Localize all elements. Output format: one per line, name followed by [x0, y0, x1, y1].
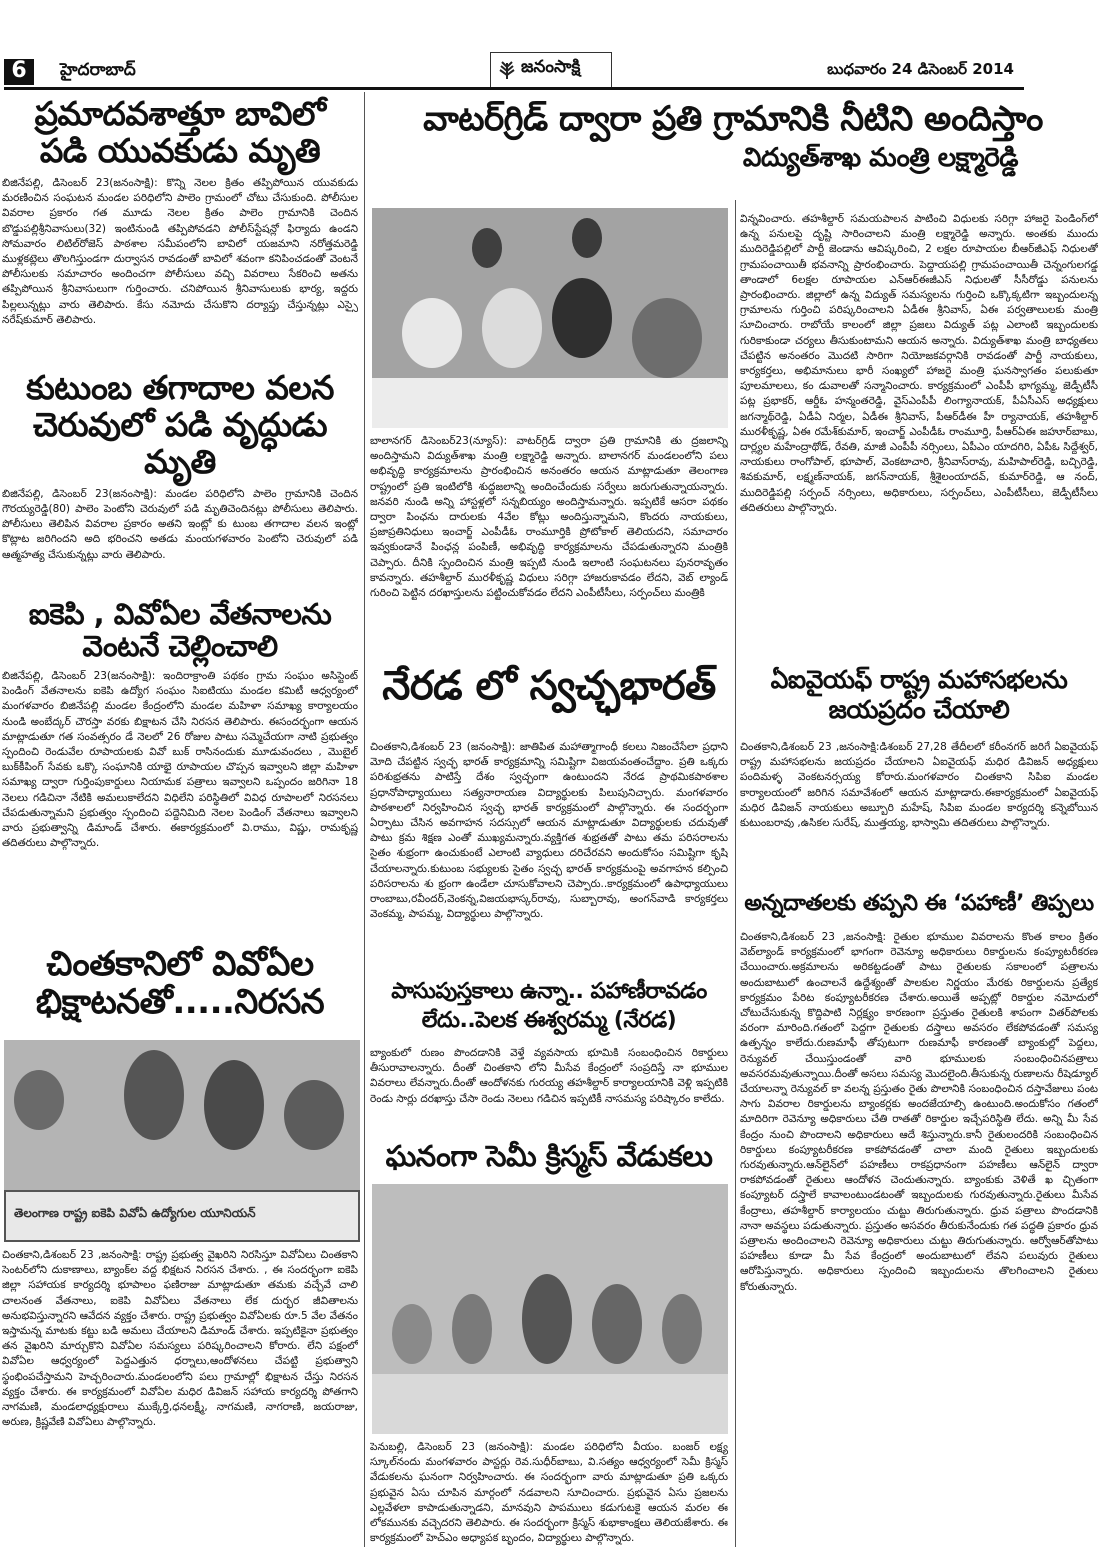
issue-date: బుధవారం 24 డిసెంబర్ 2014: [827, 60, 1014, 78]
headline: చెరువులో పడి వృద్ధుడు మృతి: [32, 404, 328, 481]
article-body: బిజినేపల్లి, డిసెంబర్ 23(జనంసాక్షి): ఇందిరాక్రాంతి పథకం గ్రామ సంఘం అసిస్టెంట్ పెండింగ్ వేతనాలను ఐకెపి ఉద్యోగ సంఘం సిఐటియు మండల కమిటీ ఆధ్వర్యంలో మంగళవారం బిజినేపల్లి మండల కేంద్రంలోని మండల మహిళా సమాఖ్య కార్యాలయం నుండి అంబేద్కర్ చౌరస్తా వరకు బిక్షాటన చేసి నిరసన తెలిపారు. ఈసందర్భంగా ఆయన మాట్లాడుతూ గత సంవత్సరం డే నెలలో 26 రోజుల పాటు సమ్మెచేయగా నాటి ప్రభుత్వం స్పందించి రెండువేల రూపాయలకు వివో బుక్ రాసినందుకు మూడువందలు , మొబైల్ బుక్‌కీపింగ్ సేవకు ఒక్కొ సంఘానికి యాభై రూపాయల చొప్పన ఇవ్వాలని జిల్లా మహిళా సమాఖ్య ద్వారా గుర్తింపుకార్డులు నియామక పత్రాలు ఇవ్వాలని ఒప్పందం జరిగినా 18 నెలలు గడిచినా నేటికి అమలుకాలేదని విధిలేని పరిస్థితిలో వివిధ రూపాలలో నిరసనలు చేపడుతున్నామని ప్రభుత్వం స్పందించి పద్దెనిమిది నెలల పెండింగ్ వేతనాలు ఇవ్వాలని వారు ప్రభుత్వాన్ని డిమాండ్ చేశారు. ఈకార్యక్రమంలో వి.రాము, విష్ణు, రామకృష్ణ తదితరులు పాల్గొన్నారు.: [2, 669, 358, 850]
article-body: బిజినేపల్లి, డిసెంబర్ 23(జనంసాక్షి): మండల పరిధిలోని పాలెం గ్రామానికి చెందిన గౌరయ్యరెడ్డి(80) పాలెం పెంటోని చెరువులో పడి మృతిచెందినట్లు పోలీసులు తెలిపారు. పోలీసులు తెలిపిన వివరాల ప్రకారం అతని ఇంట్లో కు టుంబ తగాదాల వలన ఇంట్లో కొట్లాట జరిగిందని అది భరించని అతడు మంయగళవారం పెంటోని చెరువులో పడి ఆత్మహత్య చేసుకున్నట్లు వారు తెలిపారు.: [2, 487, 358, 561]
page-number: 6: [11, 58, 27, 83]
article-aiyf: [740, 666, 1098, 724]
article-passbooks: [368, 980, 730, 1033]
headline: ఘనంగా సెమీ క్రిస్మస్ వేడుకలు: [385, 1139, 713, 1173]
city-label: హైదరాబాద్: [60, 60, 136, 80]
headline: భిక్షాటనతో.....నిరసన: [35, 982, 325, 1023]
article-christmas: [368, 1140, 730, 1172]
logo: [490, 52, 612, 88]
article-body: విన్నవించారు. తహశీల్దార్ సమయపాలన పాటించి విధులకు సరిగ్గా హాజరై పెండింగ్‌లో ఉన్న పనులపై దృష్టి సారించాలని మంత్రి లక్ష్మారెడ్డి అన్నారు. అంతకు ముందు ముదిరెడ్డిపల్లిలో పార్టీ జెండాను ఆవిష్కరించి, 2 లక్షల రూపాయల బీఆర్‌జీఎఫ్ నిధులతో గ్రామపంచాయితీ భవనాన్ని ప్రారంభించారు. పెద్దాయపల్లి గ్రామపంచాయితీ చెన్నంగులగడ్డ తాండాలో 6లక్షల రూపాయల ఎన్‌ఆర్‌ఈజీఎస్ నిధులతో సీసీరోడ్డు పనులను ప్రారంభించారు. జిల్లాలో ఉన్న విద్యుత్ సమస్యలను గుర్తించి ఒక్కొక్కటిగా ఇబ్బందులన్న గ్రామాలను గుర్తించి పరిష్కరించాలని ఏడీఈ శ్రీనివాస్, ఏఈ పర్వతాలులకు మంత్రి సూచించారు. రాబోయే కాలంలో జిల్లా ప్రజలు విద్యుత్ పట్ల ఎలాంటి ఇబ్బందులకు గురికాకుండా చర్యలు తీసుకుంటామని ఆయన అన్నారు. విద్యుత్‌శాఖ మంత్రి బాధ్యతలు చేపట్టిన అనంతరం మొదటి సారిగా నియోజకవర్గానికి రావడంతో పార్టీ నాయకులు, కార్యకర్తలు, అభిమానులు భారీ సంఖ్యలో హాజరై మంత్రి ఘనస్వాగతం పలుకుతూ పూలమాలలు, కం డువాలతో సన్మానించారు. కార్యక్రమంలో ఎంపీపీ భాగ్యమ్మ, జెడ్పీటీసీ పట్ల ప్రభాకర్, ఆర్డీఓ హన్మంతరెడ్డి, వైస్‌ఎంపీపీ లింగ్యానాయక్, పీఏసీఎస్ అధ్యక్షులు జగన్మాథ్‌రెడ్డి, ఏడీఏ నిర్మల, ఏడీఈ శ్రీనివాస్, పీఆర్‌డీఈ హీ ర్యానాయక్, తహశీల్దార్ మురళీకృష్ణ, ఏఈ రమేశ్‌కుమార్, ఇంచార్జ్ ఎంపీడీఓ రాంమూర్తి, పీఆర్‌ఏఈ జహూర్‌బాబు, దార్ల్యల మహేంద్రాథోడ్, రేవతి, మాజీ ఎంపీపీ నర్సింలు, ఏపీఎం యాదగిరి, ఏపీఓ సిద్దేశ్వర్, నాయకులు రాంగోపాల్, భూపాల్, వెంకటాచారి, శ్రీనివాస్‌రావు, మహిపాల్‌రెడ్డి, బచ్చిరెడ్డి, శివకుమార్, లక్ష్మణ్‌నాయక్, జగన్‌నాయక్, శ్రీశైలంయాదవ్, కుమార్‌రెడ్డి, ఆ నంద్, ముదిరెడ్డిపల్లి సర్పంచ్ నర్సింలు, అధికారులు, సర్పంచ్‌లు, ఎంపీటీసీలు, జెడ్పీటీసీలు తదితరులు పాల్గొన్నారు.: [740, 213, 1098, 514]
headline: ఏఐవైయఫ్ రాష్ట్ర మహాసభలను: [770, 665, 1068, 694]
article-family-dispute: [2, 370, 358, 625]
article-chintakani-protest: [2, 945, 358, 1021]
headline: వెంటనే చెల్లించాలి: [82, 629, 278, 664]
headline: వాటర్‌గ్రిడ్ ద్వారా ప్రతి గ్రామానికి నీటిని అందిస్తాం: [423, 99, 1043, 139]
headline: చింతకానిలో వివోఏల: [46, 944, 314, 984]
article-body: బిజినేపల్లి, డిసెంబర్ 23(జనంసాక్షి): కొన్ని నెలల క్రితం తప్పిపోయిన యువకుడు మరణించిన సంఘటన మండల పరిధిలోని పాలెం గ్రామంలో చోటు చేసుకుంది. పోలీసుల వివరాల ప్రకారం గత మూడు నెలల క్రితం పాలెం గ్రామానికి చెందిన బొడ్డుపల్లిశ్రీనివాసులు(32) ఇంటినుండి తప్పిపోవడని పోలీస్‌స్టేషన్లో ఫిర్యాదు ఉండని సోమవారం లిటిల్‌రోజెస్ పాఠశాల సమీపంలోని బావిలో యజమాని నరోత్తమరెడ్డి ముళ్లకట్లెలు తొలగిస్తుండగా దుర్వాసన రావడంతో బావిలో శవంగా కనిపించడంతో వెంటనే పోలీసులకు సమాచారం అందించగా పోలీసులు వచ్చి వివరాలు సేకరించి అతను తప్పిపోయిన శ్రీనివాసులుగా గుర్తించారు. చనిపోయిన శ్రీనివాసులుకు భార్య, ఇద్దరు పిల్లలున్నట్లు వారు తెలిపారు. కేసు నమోదు చేసుకొని దర్యాప్తు చేస్తున్నట్లు ఎస్సై నరేష్‌కుమార్ తెలిపారు.: [2, 176, 358, 326]
christmas-photo: [372, 1184, 728, 1434]
headline: జయప్రదం చేయాలి: [828, 695, 1010, 724]
article-pahani: [740, 892, 1098, 917]
article-body: చింతకాని,డిశంబర్ 23 (జనంసాక్షి): జాతిపిత మహాత్మాగాంధీ కలలు నిజంచేసేలా ప్రధాని మోది చేపట్టిన స్వచ్ఛ భారత్ కార్యక్రమాన్ని సమిష్టిగా విజయవంతంచేద్దాం. ప్రతి ఒక్కరు పరిశుభ్రతను పాటిస్తే దేశం స్వచ్ఛంగా ఉంటుందని నేరడ ప్రాథమికపాఠశాల ప్రధానోపాధ్యాయులు సత్యనారాయణ విద్యార్థులకు పిలుపునిచ్చారు. మంగళవారం పాఠశాలలో నిర్వహించిన స్వచ్ఛ భారత్ కార్యక్రమంలో పాల్గొన్నారు. ఈ సందర్భంగా ఏర్పాటు చేసిన అవగాహన సదస్సులో ఆయన మాట్లాడుతూ విద్యార్థులకు చదువుతో పాటు క్రమ శిక్షణ ఎంతో ముఖ్యమన్నారు.వ్యక్తిగత శుభ్రతతో పాటు తమ పరిసరాలను సైతం శుభ్రంగా ఉంచుకుంటే ఎలాంటి వ్యాధులు దరిచేరవని అందుకోసం సమిష్టిగా కృషి చేయాలన్నారు.కుటుంబ సభ్యులకు సైతం స్వచ్ఛ భారత్ కార్యక్రమంపై అవగాహన కల్పించి పరిసరాలను శు భ్రంగా ఉండేలా చూసుకోవాలని చెప్పారు..కార్యక్రమంలో ఉపాధ్యాయులు రాంబాబు,రవీందర్,వెంకన్న,విజయభాస్కర్‌రావు, సుబ్బారావు, అంగన్‌వాడి కార్యకర్తలు వెంకమ్మ, పాపమ్మ, విద్యార్థులు పాల్గొన్నారు.: [370, 741, 728, 921]
subheadline: విద్యుత్‌శాఖ మంత్రి లక్ష్మారెడ్డి: [742, 143, 1018, 174]
article-well-death: [2, 96, 358, 358]
headline: నేరడ లో స్వచ్ఛభారత్: [382, 663, 716, 709]
article-body: చింతకాని,డిశంబర్ 23 ,జనంసాక్షి: రాష్ట్ర ప్రభుత్వ వైఖరిని నిరసిస్తూ వివోఏలు చింతకాని సెంటర్‌లోని దుకాణాలు, బ్యాంక్‌ల వద్ద భిక్షటన నిరసన చేశారు. , ఈ సందర్భంగా ఐకెపి జిల్లా సహాయక కార్యదర్శి భూపాలం ఫణిరాజు మాట్లాడుతూ తమకు వచ్చేవే చాలి చాలనంత వేతనాలు, ఐకెపి వివోఏలు వేతనాలు లేక దుర్భర జీవితాలను అనుభవిస్తున్నారని ఆవేదన వ్యక్తం చేశారు. రాష్ట్ర ప్రభుత్వం వివోఏలకు రూ.5 వేల వేతనం ఇస్తామన్న మాటకు కట్టు బడి అమలు చేయాలని డిమాండ్ చేశారు. ఇప్పటికైనా ప్రభుత్వం తన వైఖరిని మార్చుకొని వివోఏల సమస్యలు పరిష్కరించాలని కోరారు. లేని పక్షంలో వివోఏల ఆధ్వర్యంలో పెద్దఎత్తున ధర్నాలు,ఆందోళనలు చేపట్టి ప్రభుత్వాని స్థంభింపచేస్తామని హెచ్చరించారు.మండలంలోని పలు గ్రామాల్లో భిక్షాటన చేస్తు నిరసన వ్యక్తం చేశారు. ఈ కార్యక్రమంలో వివోఏల మధిర డివిజన్ సహాయ కార్యదర్శి పోతగాని నాగమణి, మండలాధ్యక్షురాలు ముక్కేర్తి,ధనలక్ష్మీ, నాగమణి, నాగరాణి, జయరాజు, అరుణ, క్రిష్ణవేణి వివోఏలు పాల్గొన్నారు.: [2, 1249, 358, 1429]
headline: పాసుపుస్తకాలు ఉన్నా.. పహాణీరావడం: [391, 979, 707, 1004]
headline: అన్నదాతలకు తప్పని ఈ ‘పహాణీ’ తిప్పలు: [744, 891, 1094, 916]
wheat-sheaf-icon: [495, 57, 519, 81]
headline: పడి యువకుడు మృతి: [39, 130, 321, 170]
article-water-grid: [368, 100, 1098, 173]
headline: ఐకెపి , వివోఏల వేతనాలను: [28, 597, 332, 631]
article-body: బాలానగర్ డిసెంబర్23(న్యూస్): వాటర్‌గ్రిడ్ ద్వారా ప్రతి గ్రామానికి తు ద్రజలాన్ని అందిస్తామని విద్యుత్‌శాఖ మంత్రి లక్ష్మారెడ్డి అన్నారు. బాలానగర్ మండలంలోని పలు అభివృద్ధి కార్యక్రమాలను ప్రారంభించిన అనంతరం ఆయన మాట్లాడుతూ తెలంగాణ రాష్ట్రంలో ప్రతి ఇంటిలోకి శుద్ధజలాన్ని అందించేందుకు సర్వేలు జరుగుతున్నాయన్నారు. జనవరి నుండి అన్ని హాస్టళ్లలో సన్నబియ్యం అందిస్తామన్నారు. ఇప్పటికే ఆసరా పథకం ద్వారా పింఛను దారులకు 4వేల కోట్లు అందిస్తున్నామని, కొందరు నాయకులు, ప్రజాప్రతినిధులు ఇంచార్జ్ ఎంపీడీఓ రాంమూర్తికి ప్రోటోకాల్ తెలియదని, సమాచారం ఇవ్వకుండానే పింఛన్ల పంపిణీ, అభివృద్ధి కార్యక్రమాలను చేపడుతున్నారని మంత్రికి చెప్పారు. దీనికి స్పందించిన మంత్రి ఇప్పటి నుండి ఇలాంటి సంఘటనలు పునరావృతం కావన్నారు. తహశీల్దార్ మురళీకృష్ణ విధులు సరిగ్గా హాజరుకావడం లేదని, వెబ్ ల్యాండ్ గురించి పెట్టిన దరఖాస్తులను పట్టించుకోవడం లేదని ఎంపీటీసీలు, సర్పంచ్‌లు మంత్రికి: [370, 435, 728, 600]
column-divider: [735, 200, 736, 1547]
banner-text: తెలంగాణ రాష్ట్ర ఐకెపి వివోఏ ఉద్యోగుల యూనియన్: [14, 1206, 256, 1220]
minister-photo: [372, 208, 728, 428]
column-divider: [364, 92, 365, 1547]
paper-name: జనంసాక్షి: [521, 57, 581, 77]
article-body: చింతకాని,డిశంబర్ 23 ,జనంసాక్షి: రైతుల భూముల వివరాలను కొంత కాలం క్రితం వెబ్‌ల్యాండ్ కార్యక్రమంలో భాగంగా రెవెన్యూ అధికారులు రికార్డులను కంప్యూటరీకరణ చేయించారు.అక్రమాలను అరికట్టడంతో పాటు రైతులకు సకాలంలో పత్రాలను అందుబాటులో ఉంచాలనే ఉద్దేశ్యంతో పాలకుల నిర్ణయం మేరకు రికార్డులను ప్రత్యేక కార్యక్రమం పేరిట కంప్యూటరీకరణ చేశారు.అయితే అప్పట్లో రికార్డుల నమోదులో చోటుచేసుకున్న కొద్దిపాటి నిర్లక్ష్యం కారణంగా ప్రస్తుతం రైతులకి శాపంగా వితర్‌పోలకు వరంగా మారింది.గతంలో పెద్దగా రైతులకు దస్త్రాలు అవసరం లేకపోవడంతో సమస్య ఉత్పన్నం కాలేదు.రుణమాఫీ తోపుటుగా రుణమాఫీ కారణంతో బ్యాంకుల్లో పెద్దలు, రెన్యువల్ చేయిస్తుండంతో వారి భూములకు సంబంధించినపత్రాలు అవసరమవుతున్నాయి.దీంతో అసలు సమస్య మొదలైంది.తీసుకున్న రుణాలను రీషెడ్యూల్ చేయాలన్నా రెన్యువల్ కా వలన్న ప్రస్తుతం రైతు పొలానికి సంబంధించిన దస్తావేజులు పంట సాగు వివరాల రికార్డులను బ్యాంకర్లకు అందజేయాల్సి ఉంటుంది.అందుకోసం గతంలో మాదిరిగా రెవెన్యూ అధికారులు చేతి రాతతో రికార్డుల ఇచ్చేపరిస్థితి లేదు. అన్ని మీ సేవ కేంద్రం నుంచి పొందాలని అధికారులు ఆదే శిస్తున్నారు.కానీ రైతులందరికి సంబంధించిన రికార్డులు కంప్యూటరీకరణ కాకపోవడంతో చాలా మంది రైతులు ఇబ్బందులకు గురవుతున్నారు.ఆన్‌లైన్‌లో పహణీలు రాకప్రధానంగా పహణీలు ఆన్‌లైన్ ద్వారా రాకపోవడంతో రైతులు ఆందోళన చెందుతున్నారు. బ్యాంకుకు వెళితే ఖ చ్చితంగా కంప్యూటర్ దస్త్రాలే కావాలంటుండటంతో ఇబ్బందులకు గురవుతున్నారు.రైతులు మీసేవ కేంద్రాలు, తహశీల్దార్ కార్యాలయం చుట్టు తిరుగుతున్నారు. ధ్రువ పత్రాలు పొందడానికి నానా అవస్థలు పడుతున్నారు. ప్రస్తుతం అసవరం తీరుకునేందుకు గత పద్ధతి ప్రకారం ధ్రువ పత్రాలను అందించాలని రెవెన్యూ అధికారులు చుట్టు తిరుగుతున్నారు. ఆర్వోఆర్‌తోపాటు పహణీలు కూడా మీ సేవ కేంద్రంలో అందుబాటులో లేవని పలువురు రైతులు ఆరోపిస్తున్నారు. అధికారులు స్పందించి ఇబ్బందులను తొలగించాలని రైతులు కోరుతున్నారు.: [740, 931, 1098, 1293]
protest-banner: [4, 1190, 360, 1242]
article-body: పెనుబల్లి, డిసెంబర్ 23 (జనంసాక్షి): మండల పరిధిలోని వీయం. బంజర్ లక్ష్య స్కూల్‌నందు మంగళవారం పాస్టర్లు రెవ.సుధీర్‌బాబు, వి.సత్యం ఆధ్వర్యంలో సెమీ క్రిస్మస్ వేడుకలను ఘనంగా నిర్వహించారు. ఈ సందర్భంగా వారు మాట్లాడుతూ ప్రతి ఒక్కరు ప్రభువైన ఏసు చూపిన మార్గంలో నడవాలని సూచించారు. ప్రభువైన ఏసు ప్రజలను ఎల్లవేళలా కాపాడుతున్నాడని, మానవుని పాపములు కడుగుటకై ఆయన మరల ఈ లోకమునకు వచ్చెదరని తెలిపారు. ఈ సందర్భంగా క్రిస్మస్ శుభాకాంక్షలు తెలియజేశారు. ఈ కార్యక్రమంలో హెచ్‌ఎం అధ్యాపక బృందం, విద్యార్థులు పాల్గొన్నారు.: [370, 1441, 728, 1545]
article-body: చింతకాని,డిశంబర్ 23 ,జనంసాక్షి:డిశంబర్ 27,28 తేదీలలో కరీంనగర్ జరిగే ఏఐవైయఫ్ రాష్ట్ర మహాసభలను జయప్రదం చేయాలని ఏఐవైయఫ్ మధిర డివిజన్ అధ్యక్షులు పందిమళ్ళ వెంకటనర్సయ్య కోరారు.మంగళవారం చింతకాని సిపిఐ మండల కార్యాలయంలో జరిగిన సమావేశంలో ఆయన మాట్లాడారు.ఈకార్యక్రమంలో ఏఐవైయఫ్ మధిర డివిజన్ నాయకులు అబ్బూరి మహేష్, సిపిఐ మండల కార్యదర్శి కన్నెబోయిన కుటుంబరావు ,ఉసికల సురేష్, ముత్తయ్య, భాస్వామి తదితరులు పాల్గొన్నారు.: [740, 741, 1098, 830]
article-ikp-salaries: [2, 598, 358, 927]
masthead-rule: [4, 87, 1024, 90]
headline: ప్రమాదవశాత్తూ బావిలో: [34, 94, 326, 133]
article-swachh-bharat: [368, 664, 730, 709]
article-body: బ్యాంకులో రుణం పొందడానికి వెళ్తే వ్యవసాయ భూమికి సంబంధించిన రికార్డులు తీసురావాలన్నారు. దీంతో చింతకాని లోని మీసేవ కేంద్రంలో సంప్రదిస్తే నా భూముల వివరాలు లేవన్నారు.దీంతో ఆందోళనకు గురయ్య తహశీల్దార్ కార్యాలయానికి వెళ్లి ఇప్పటికి రెండు సార్లు దరఖాస్తు చేసా రెండు నెలలు గడిచిన ఇప్పటికీ నాసమస్య పరిష్కారం కాలేదు.: [370, 1047, 728, 1105]
protest-photo: [4, 1040, 360, 1242]
headline: కుటుంబ తగాదాల వలన: [26, 368, 334, 407]
headline: లేదు..పెలక ఈశ్వరమ్మ (నేరడ): [421, 1007, 677, 1033]
